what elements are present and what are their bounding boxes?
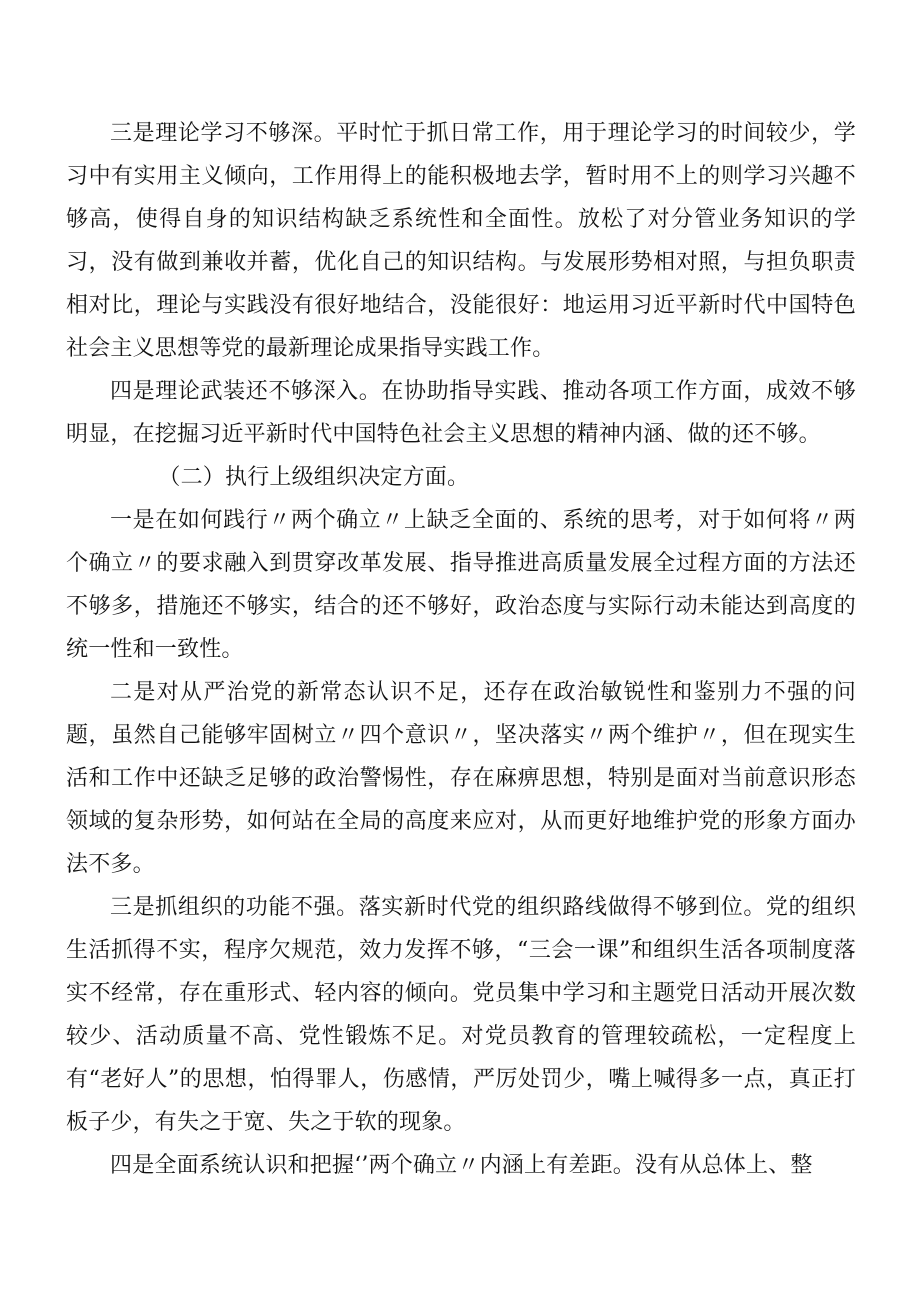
paragraph-theory-study: 三是理论学习不够深。平时忙于抓日常工作，用于理论学习的时间较少，学习中有实用主义倾向，工作用得上的能积极地去学，暂时用不上的则学习兴趣不够高，使得自身的知识结构缺乏系统性和全面性。放松了对分管业务知识的学习，没有做到兼收并蓄，优化自己的知识结构。与发展形势相对照，与担负职责相对比，理论与实践没有很好地结合，没能很好：地运用习近平新时代中国特色社会主义思想等党的最新理论成果指导实践工作。 bbox=[66, 121, 856, 361]
paragraph-theory-arming: 四是理论武装还不够深入。在协助指导实践、推动各项工作方面，成效不够明显，在挖掘习近平新时代中国特色社会主义思想的精神内涵、做的还不够。 bbox=[66, 379, 856, 447]
paragraph-systematic-understanding: 四是全面系统认识和把握‘’两个确立〃内涵上有差距。没有从总体上、整 bbox=[110, 1153, 813, 1178]
paragraph-two-establishments: 一是在如何践行〃两个确立〃上缺乏全面的、系统的思考，对于如何将〃两个确立〃的要求融入到贯穿改革发展、指导推进高质量发展全过程方面的方法还不够多，措施还不够实，结合的还不够好，政治态度与实际行动未能达到高度的统一性和一致性。 bbox=[66, 508, 856, 662]
paragraph-organization-function: 三是抓组织的功能不强。落实新时代党的组织路线做得不够到位。党的组织生活抓得不实，程序欠规范，效力发挥不够，“三会一课”和组织生活各项制度落实不经常，存在重形式、轻内容的倾向。党员集中学习和主题党日活动开展次数较少、活动质量不高、党性锻炼不足。对党员教育的管理较疏松，一定程度上有“老好人”的思想，怕得罪人，伤感情，严厉处罚少，嘴上喊得多一点，真正打板子少，有失之于宽、失之于软的现象。 bbox=[66, 895, 856, 1135]
section-heading-execution: （二）执行上级组织决定方面。 bbox=[158, 465, 470, 490]
document-body bbox=[66, 112, 856, 1187]
paragraph-party-governance: 二是对从严治党的新常态认识不足，还存在政治敏锐性和鉴别力不强的问题，虽然自己能够牢固树立〃四个意识〃，坚决落实〃两个维护〃，但在现实生活和工作中还缺乏足够的政治警惕性，存在麻痹思想，特别是面对当前意识形态领域的复杂形势，如何站在全局的高度来应对，从而更好地维护党的形象方面办法不多。 bbox=[66, 680, 856, 877]
